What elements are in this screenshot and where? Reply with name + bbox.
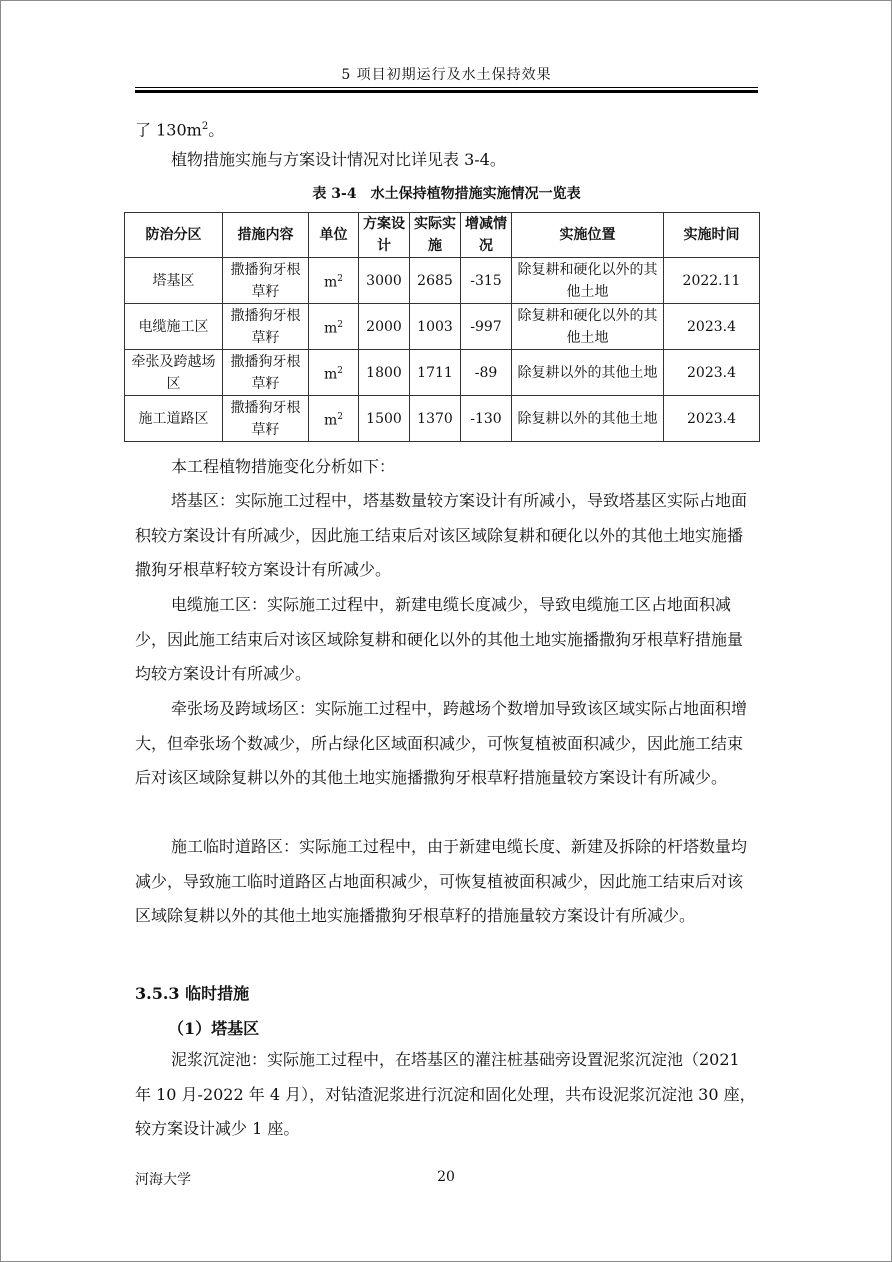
table-caption: 表 3-4 水土保持植物措施实施情况一览表 [312,186,581,202]
header-plan: 方案设计 [359,213,410,258]
cell-time: 2022.11 [664,258,760,304]
cell-location: 除复耕以外的其他土地 [512,350,664,396]
measures-table [124,212,760,442]
cell-location: 除复耕和硬化以外的其他土地 [512,258,664,304]
cell-zone: 牵张及跨越场区 [125,350,223,396]
header-location: 实施位置 [512,213,664,258]
cell-plan: 3000 [359,258,410,304]
cell-unit: $m^2$ [309,350,359,396]
cell-location: 除复耕以外的其他土地 [512,396,664,442]
cell-unit: $m^2$ [309,396,359,442]
header-actual: 实际实施 [410,213,461,258]
analysis-paragraph-crossing: 牵张场及跨域场区：实际施工过程中，跨越场个数增加导致该区域实际占地面积增大，但牵张场个数减少，所占绿化区域面积减少，可恢复植被面积减少，因此施工结束后对该区域除复耕以外的其他土地实施播撒狗牙根草籽措施量较方案设计有所减少。 [135,699,748,787]
section-heading: 3.5.3 临时措施 [135,984,250,1003]
cell-zone: 塔基区 [125,258,223,304]
page-number: 20 [437,1169,455,1185]
cell-measure: 撒播狗牙根草籽 [223,258,309,304]
analysis-paragraph-road: 施工临时道路区：实际施工过程中，由于新建电缆长度、新建及拆除的杆塔数量均减少，导致施工临时道路区占地面积减少，可恢复植被面积减少，因此施工结束后对该区域除复耕以外的其他土地实施播撒狗牙根草籽的措施量较方案设计有所减少。 [135,837,748,925]
cell-unit: $m^2$ [309,304,359,350]
cell-location: 除复耕和硬化以外的其他土地 [512,304,664,350]
table-row [125,258,760,304]
cell-time: 2023.4 [664,396,760,442]
cell-zone: 施工道路区 [125,396,223,442]
cell-change: -315 [461,258,512,304]
analysis-intro: 本工程植物措施变化分析如下： [171,457,396,476]
header-unit: 单位 [309,213,359,258]
running-header: 5 项目初期运行及水土保持效果 [341,67,552,83]
cell-plan: 1500 [359,396,410,442]
cell-unit: $m^2$ [309,258,359,304]
header-zone: 防治分区 [125,213,223,258]
cell-change: -997 [461,304,512,350]
analysis-paragraph-cable: 电缆施工区：实际施工过程中，新建电缆长度减少，导致电缆施工区占地面积减少，因此施工结束后对该区域除复耕和硬化以外的其他土地实施播撒狗牙根草籽措施量均较方案设计有所减少。 [135,595,744,683]
cell-zone: 电缆施工区 [125,304,223,350]
cell-measure: 撒播狗牙根草籽 [223,304,309,350]
cell-plan: 1800 [359,350,410,396]
cell-change: -89 [461,350,512,396]
intro-line-1: 了 $130m^2$。 [135,120,225,140]
cell-time: 2023.4 [664,304,760,350]
intro-line-2: 植物措施实施与方案设计情况对比详见表 3-4。 [171,150,506,169]
subsection-heading: （1）塔基区 [168,1019,260,1038]
footer-institution: 河海大学 [135,1172,191,1188]
cell-actual: 1711 [410,350,461,396]
cell-actual: 1003 [410,304,461,350]
analysis-paragraph-tower: 塔基区：实际施工过程中，塔基数量较方案设计有所减小，导致塔基区实际占地面积较方案设计有所减少，因此施工结束后对该区域除复耕和硬化以外的其他土地实施播撒狗牙根草籽较方案设计有所减少。 [135,491,748,579]
header-rule-thick [135,90,758,93]
cell-actual: 1370 [410,396,461,442]
header-measure: 措施内容 [223,213,309,258]
cell-measure: 撒播狗牙根草籽 [223,396,309,442]
cell-measure: 撒播狗牙根草籽 [223,350,309,396]
table-header-row [125,213,760,258]
cell-change: -130 [461,396,512,442]
section-paragraph: 泥浆沉淀池：实际施工过程中，在塔基区的灌注桩基础旁设置泥浆沉淀池（2021 年 10 月-2022 年 4 月），对钻渣泥浆进行沉淀和固化处理，共布设泥浆沉淀池 30 座，较方案设计减少 1 座。 [135,1050,756,1138]
header-time: 实施时间 [664,213,760,258]
cell-plan: 2000 [359,304,410,350]
table-row [125,350,760,396]
table-row [125,304,760,350]
cell-time: 2023.4 [664,350,760,396]
header-rule-thin [135,87,758,88]
header-change: 增减情况 [461,213,512,258]
cell-actual: 2685 [410,258,461,304]
table-row [125,396,760,442]
